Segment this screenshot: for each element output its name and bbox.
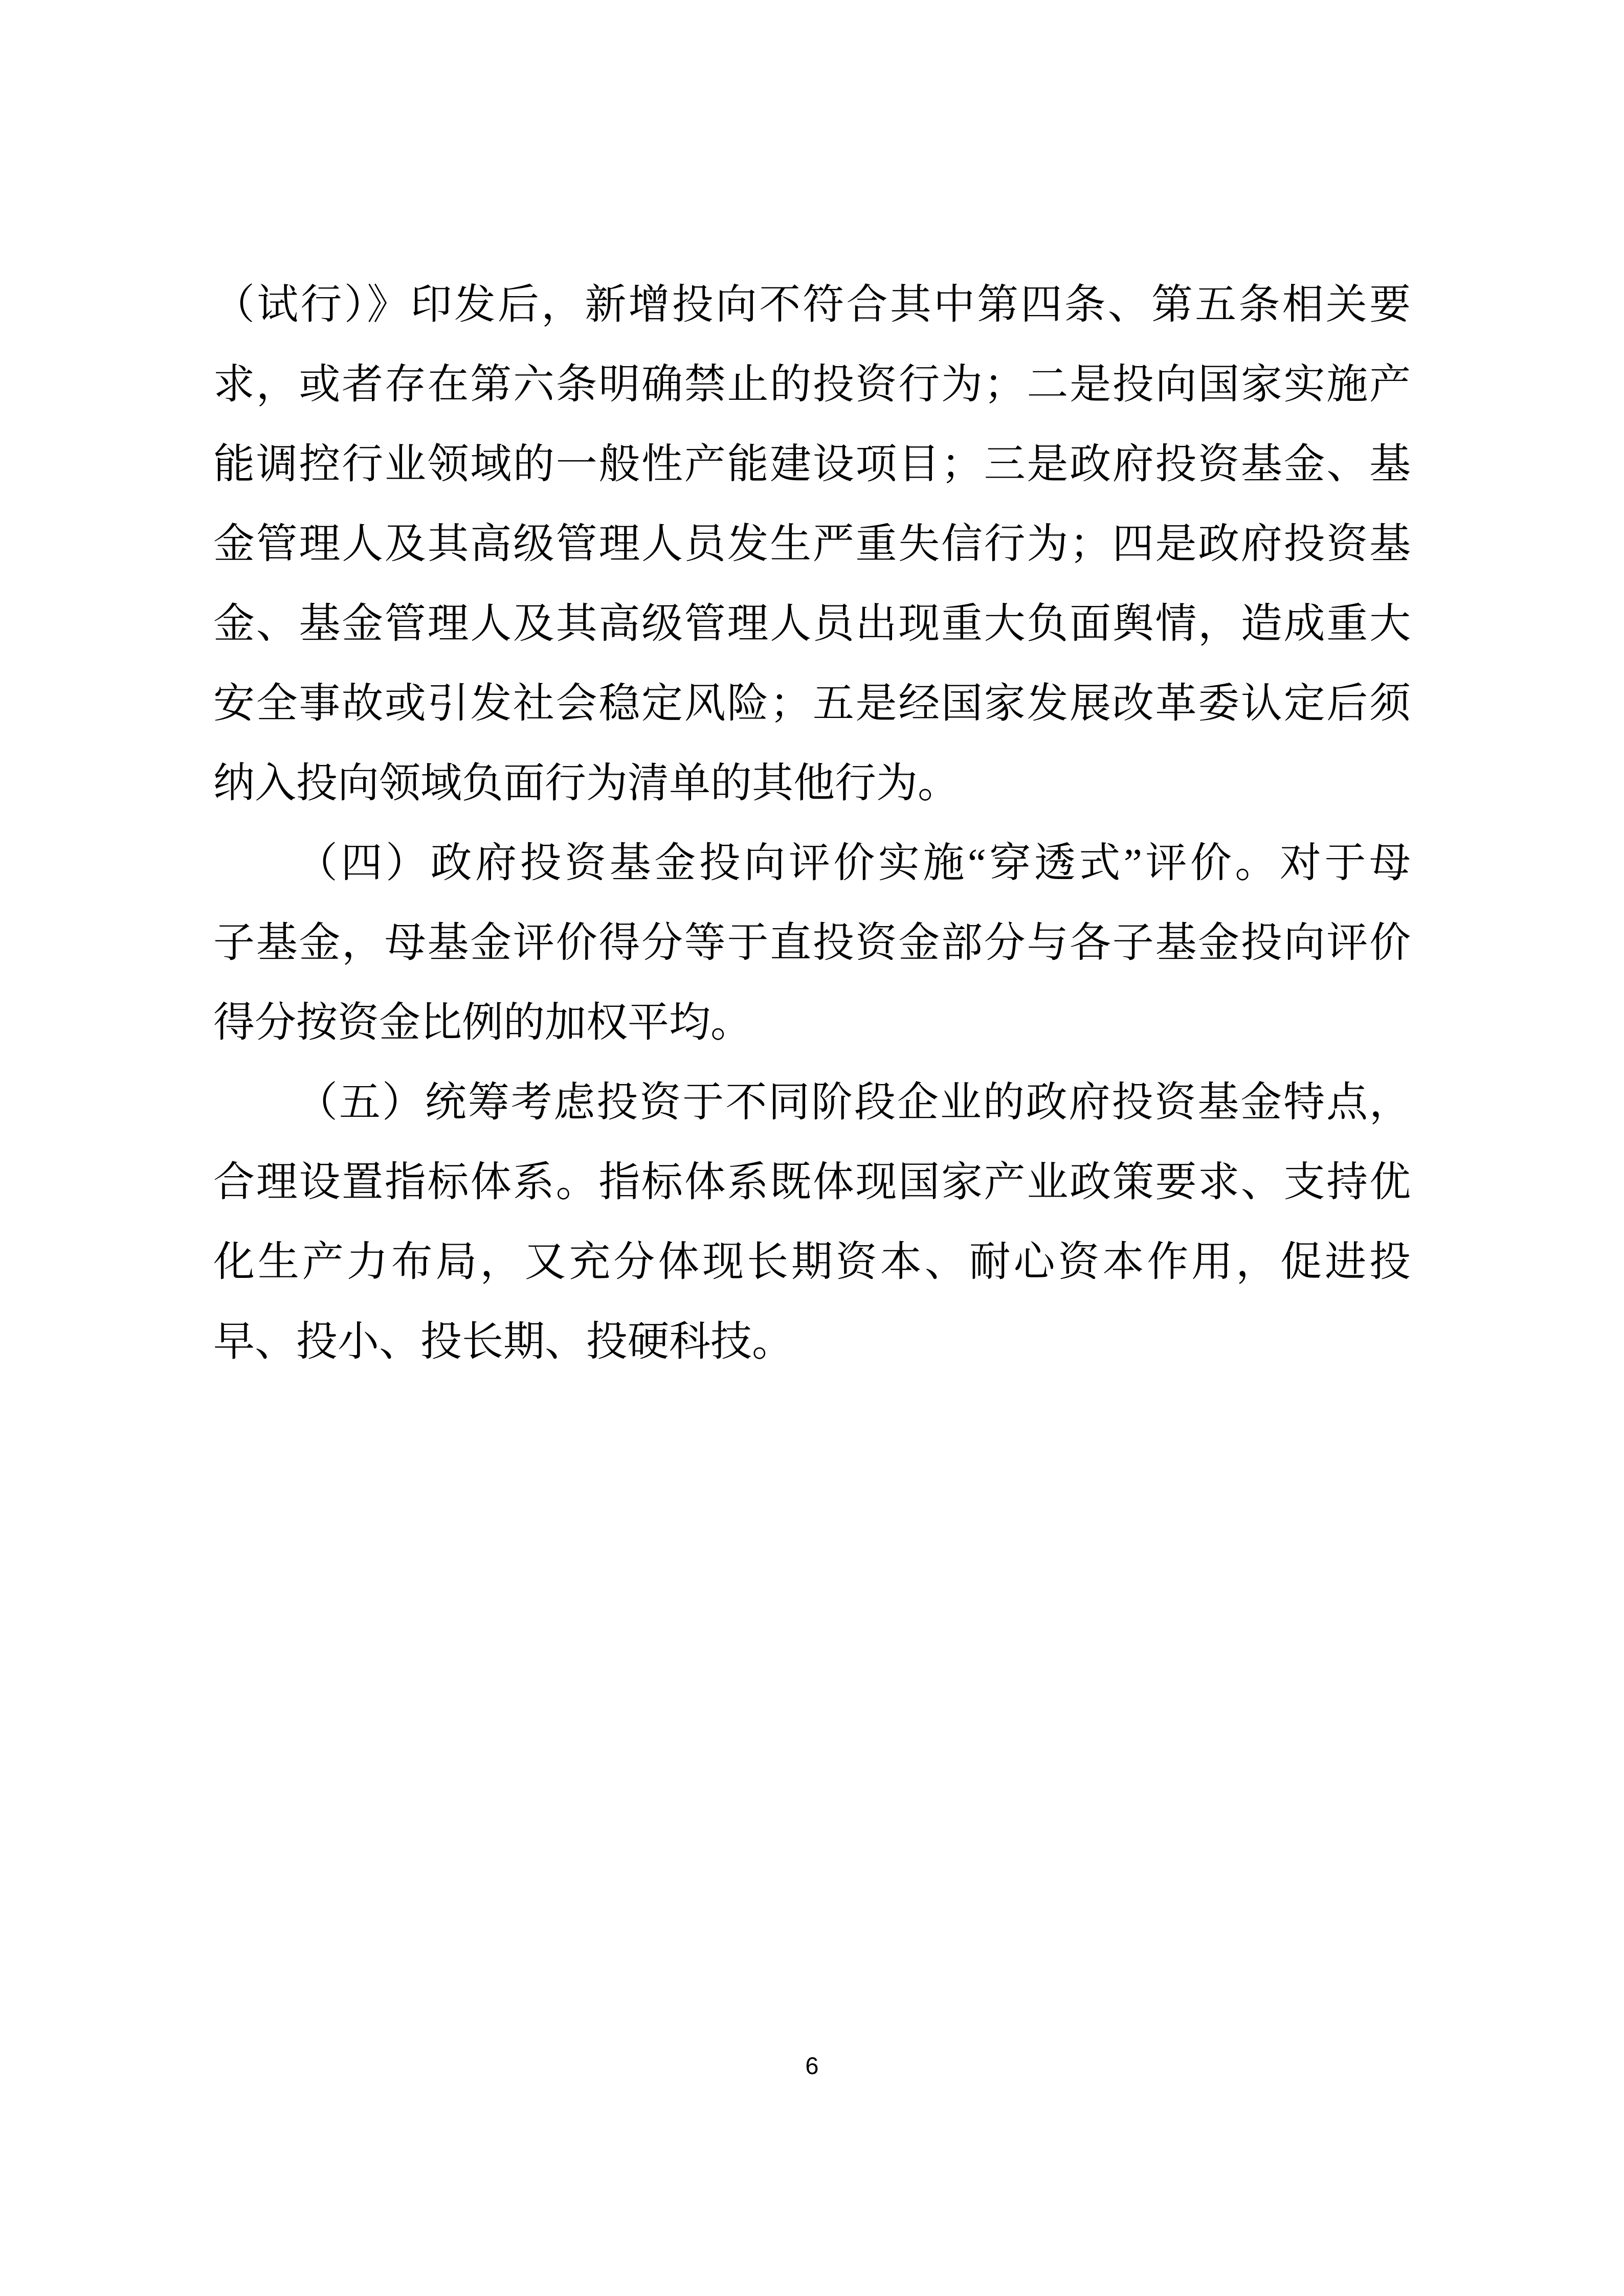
text-line: （试行）》印发后，新增投向不符合其中第四条、第五条相关要 <box>213 282 1411 328</box>
text-line: 金、基金管理人及其高级管理人员出现重大负面舆情，造成重大 <box>213 601 1411 647</box>
page-number: 6 <box>805 2052 819 2079</box>
text-line: 能调控行业领域的一般性产能建设项目；三是政府投资基金、基 <box>213 441 1411 487</box>
text-line: 化生产力布局，又充分体现长期资本、耐心资本作用，促进投 <box>213 1239 1411 1285</box>
text-line: 合理设置指标体系。指标体系既体现国家产业政策要求、支持优 <box>213 1159 1411 1205</box>
text-line-paragraph-start: （四）政府投资基金投向评价实施“穿透式”评价。对于母 <box>296 840 1411 886</box>
text-line: 子基金，母基金评价得分等于直投资金部分与各子基金投向评价 <box>213 920 1411 966</box>
text-line: 金管理人及其高级管理人员发生严重失信行为；四是政府投资基 <box>213 521 1411 567</box>
text-line: 纳入投向领域负面行为清单的其他行为。 <box>213 760 960 806</box>
text-line: 安全事故或引发社会稳定风险；五是经国家发展改革委认定后须 <box>213 681 1411 727</box>
text-line-paragraph-start: （五）统筹考虑投资于不同阶段企业的政府投资基金特点， <box>296 1079 1411 1126</box>
text-block <box>213 265 1411 1382</box>
text-line: 得分按资金比例的加权平均。 <box>213 1000 752 1046</box>
text-line: 早、投小、投长期、投硬科技。 <box>213 1319 794 1365</box>
text-line: 求，或者存在第六条明确禁止的投资行为；二是投向国家实施产 <box>213 362 1411 408</box>
